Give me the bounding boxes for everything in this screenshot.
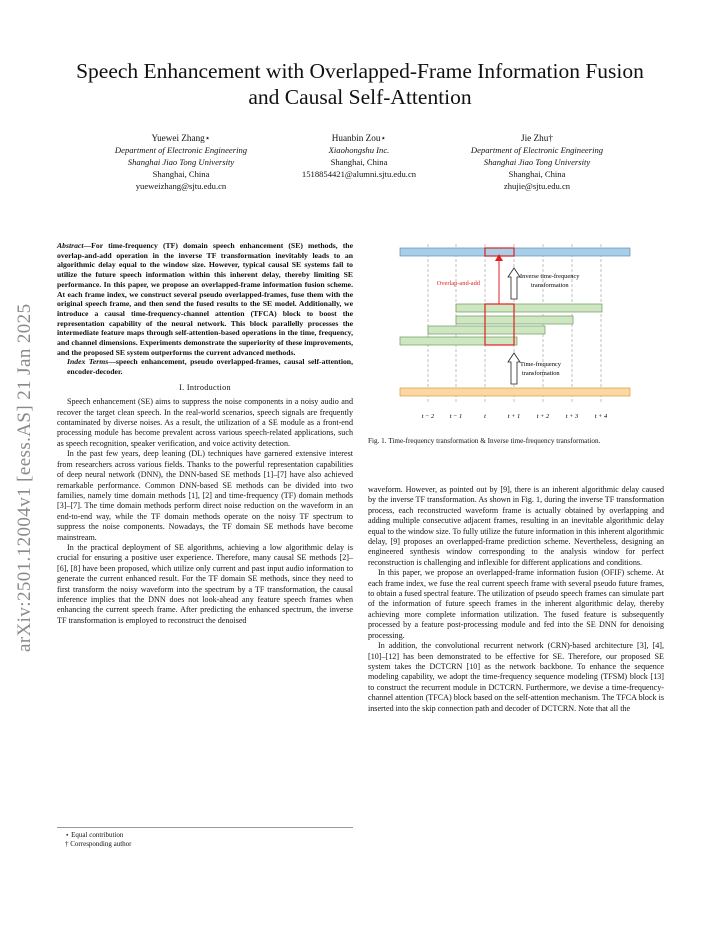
footnote: ⋆ Equal contribution (65, 831, 124, 839)
author-location: Shanghai, China (152, 169, 210, 179)
body-paragraph: In this paper, we propose an overlapped-frame information fusion (OFIF) scheme. At each frame index, we fuse the real current speech frame with several pseudo future frames, to obtain a fused spectral feature. The utilization of pseudo speech frames can simulate part of the information of future speech frames in the inherent algorithmic delay, thereby achieving more complete information utilization. The fused feature is subsequently processed by a feature post-processing module and fed into the SE DNN for denoising processing. (368, 568, 664, 640)
input-waveform-bar (400, 388, 630, 396)
intro-paragraph: In the practical deployment of SE algorithms, achieving a low algorithmic delay is crucial for ensuring a positive user experience. Therefore, many causal SE methods [2]–[6], [8] have been proposed, which utilize only current and past input audio information to generate the current enhanced result. For the TF domain SE methods, since they need to first transform the noisy waveform into the spectrum by a TF transformation, the causal inference implies that the DNN does not look-ahead any feature speech frames when enhancing the current speech frame. After predicting the enhanced spectrum, the inverse TF transformation is employed to reconstruct the denoised (57, 542, 353, 625)
frame-bar (456, 304, 602, 312)
paper-title: Speech Enhancement with Overlapped-Frame Information Fusion and Causal Self-Attention (76, 59, 644, 109)
author-email: zhujie@sjtu.edu.cn (503, 181, 571, 191)
frame-bar (428, 326, 545, 334)
body-paragraph: In addition, the convolutional recurrent network (CRN)-based architecture [3], [4], [10]–[12] has been demonstrated to be effective for SE. Therefore, our proposed SE system takes the DCTCRN [10] as the network backbone. To enhance the sequence modeling capability, we adopt the time-frequency sequence modeling (TFSM) block [13] to construct the recurrent module in DCTCRN. Furthermore, we devise a time-frequency-channel attention (TFCA) block based on the self-attention mechanism. The TFCA block is inserted into the skip connection path and decoder of DCTCRN. Note that all the (368, 641, 664, 713)
intro-paragraph: In the past few years, deep leaning (DL) techniques have garnered extensive interest from researchers across various fields. Thanks to the powerful representation capabilities of deep neural network (DNN), the DNN-based SE methods [1]–[7] have also achieved remarkable performance. Common DNN-based SE methods can be divided into two families, namely time domain methods [1], [2] and time-frequency (TF) domain methods [3]–[7]. The time domain methods perform direct noise reduction on the waveform in an end-to-end way, while the TF domain methods operate on the noisy TF spectrum to suppress the noise components. Nowadays, the TF domain SE methods have become mainstream. (57, 449, 353, 542)
frame-bar (400, 337, 517, 345)
footnote: † Corresponding author (65, 840, 132, 848)
author-name: Yuewei Zhang⋆ (151, 133, 211, 143)
label-itf-line1: Inverse time-frequency (520, 273, 580, 280)
body-paragraph: waveform. However, as pointed out by [9], there is an inherent algorithmic delay caused by the inverse TF transformation. As shown in Fig. 1, during the inverse TF transformation process, each reconstructed waveform frame is actually obtained by overlapping and adding multiple consecutive adjacent frames, resulting in an inevitable algorithmic delay equal to the window size. To fully utilize the future information in this inherent algorithmic delay, [9] proposes an overlapped-frame prediction scheme. Nevertheless, designing an engineered synthesis window corresponding to the analysis window for perfect reconstruction is challenging and inflexible for different applications and conditions. (368, 485, 664, 567)
tick-label: t (484, 413, 486, 420)
left-column (57, 241, 353, 626)
tick-label: t − 1 (449, 413, 463, 420)
author-block-3 (432, 132, 642, 192)
section-heading: I. Introduction (179, 382, 231, 392)
right-column (368, 485, 664, 714)
author-location: Shanghai, China (330, 157, 388, 167)
figure-caption: Fig. 1. Time-frequency transformation & Inverse time-frequency transformation. (368, 437, 601, 445)
abstract (57, 241, 353, 357)
author-dept: Department of Electronic Engineering (114, 145, 248, 155)
arxiv-stamp-text: arXiv:2501.12004v1 [eess.AS] 21 Jan 2025 (14, 303, 35, 652)
figure-1 (368, 242, 664, 432)
abstract-label: Abstract (57, 241, 84, 250)
label-tf-line2: transformation (522, 370, 560, 377)
time-tick-labels (422, 413, 608, 420)
author-name: Huanbin Zou⋆ (331, 133, 387, 143)
itf-arrow (508, 268, 520, 299)
author-dept: Department of Electronic Engineering (470, 145, 604, 155)
label-itf-line2: transformation (531, 282, 569, 289)
author-location: Shanghai, China (508, 169, 566, 179)
footnotes (57, 827, 353, 849)
author-org: Shanghai Jiao Tong University (483, 157, 591, 167)
abstract-text: —For time-frequency (TF) domain speech enhancement (SE) methods, the overlap-and-add operation in the inverse TF transformation inevitably leads to an algorithmic delay equal to the window size. However, typical causal SE systems fail to utilize the future speech information within this inherent delay, thereby limiting SE performance. In this paper, we propose an overlapped-frame information fusion scheme. At each frame index, we construct several pseudo overlapped-frames, fuse them with the original speech frame, and then send the fused results to the SE model. Additionally, we introduce a causal time-frequency-channel attention (TFCA) block to boost the representation capability of the neural network. This block parallelly processes the intermediate feature maps through self-attention-based operations in the time, frequency, and channel dimensions. Experiments demonstrate the superiority of these improvements, and the proposed SE system outperforms the current advanced methods. (57, 241, 353, 357)
tick-label: t − 2 (421, 413, 435, 420)
author-name: Jie Zhu† (521, 133, 553, 143)
index-terms (57, 357, 353, 376)
tick-label: t + 2 (536, 413, 550, 420)
label-tf-line1: Time-frequency (520, 361, 561, 368)
author-email: yueweizhang@sjtu.edu.cn (135, 181, 227, 191)
tick-label: t + 3 (565, 413, 579, 420)
label-overlap-and-add: Overlap-and-add (436, 280, 480, 287)
index-terms-label: Index Terms (67, 357, 109, 367)
tick-label: t + 1 (507, 413, 521, 420)
author-email: 1518854421@alumni.sjtu.edu.cn (301, 169, 417, 179)
index-terms-text: —speech enhancement, pseudo overlapped-frames, causal self-attention, encoder-decoder. (67, 357, 354, 377)
author-org: Shanghai Jiao Tong University (127, 157, 235, 167)
intro-paragraph: Speech enhancement (SE) aims to suppress the noise components in a noisy audio and recover the target clean speech. In the real-world scenarios, speech signals are frequently contaminated by diverse noises. As a result, the utilization of a SE module as a front-end processing module has become prevalent across various speech-related applications, such as speech recognition, speaker verification, and voice activity detection. (57, 397, 353, 448)
tf-arrow (508, 353, 520, 384)
author-dept: Xiaohongshu Inc. (328, 145, 390, 155)
tick-label: t + 4 (594, 413, 608, 420)
arxiv-stamp (14, 252, 34, 652)
output-waveform-bar (400, 248, 630, 256)
